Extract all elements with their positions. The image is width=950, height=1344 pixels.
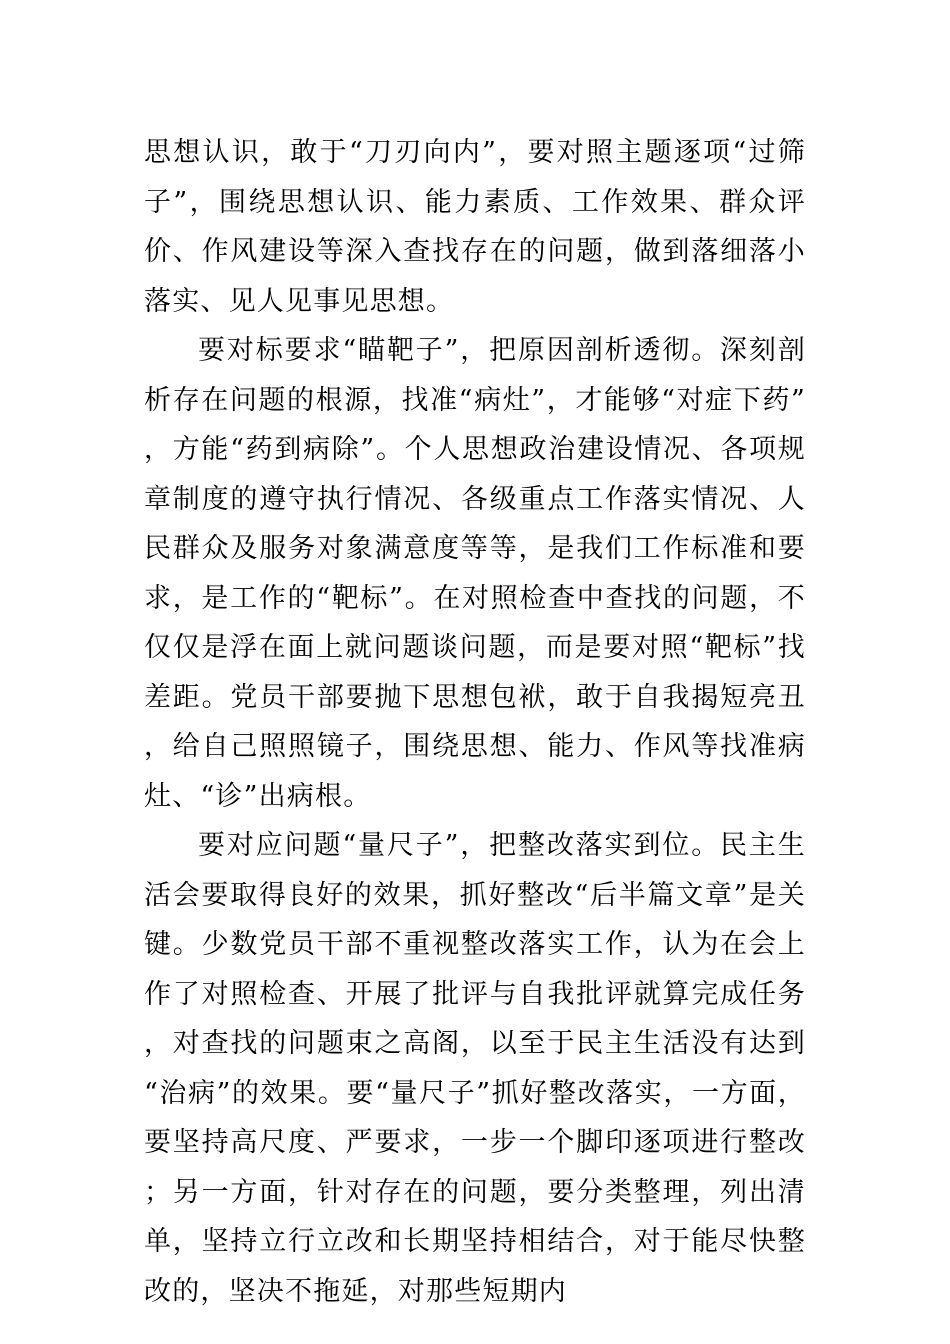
paragraph-2: 要对标要求“瞄靶子”，把原因剖析透彻。深刻剖析存在问题的根源，找准“病灶”，才能够“对症下药”，方能“药到病除”。个人思想政治建设情况、各项规章制度的遵守执行情况、各级重点工作落实情况、人民群众及服务对象满意度等等，是我们工作标准和要求，是工作的“靶标”。在对照检查中查找的问题，不仅仅是浮在面上就问题谈问题，而是要对照“靶标”找差距。党员干部要抛下思想包袱，敢于自我揭短亮丑，给自己照照镜子，围绕思想、能力、作风等找准病灶、“诊”出病根。 xyxy=(144,335,806,812)
paragraph-1: 思想认识，敢于“刀刃向内”，要对照主题逐项“过筛子”，围绕思想认识、能力素质、工作效果、群众评价、作风建设等深入查找存在的问题，做到落细落小落实、见人见事见思想。 xyxy=(144,137,806,317)
document-page xyxy=(144,128,806,1316)
paragraph-3: 要对应问题“量尺子”，把整改落实到位。民主生活会要取得良好的效果，抓好整改“后半篇文章”是关键。少数党员干部不重视整改落实工作，认为在会上作了对照检查、开展了批评与自我批评就算完成任务，对查找的问题束之高阁，以至于民主生活没有达到“治病”的效果。要“量尺子”抓好整改落实，一方面，要坚持高尺度、严要求，一步一个脚印逐项进行整改；另一方面，针对存在的问题，要分类整理，列出清单，坚持立行立改和长期坚持相结合，对于能尽快整改的，坚决不拖延，对那些短期内 xyxy=(144,830,806,1307)
